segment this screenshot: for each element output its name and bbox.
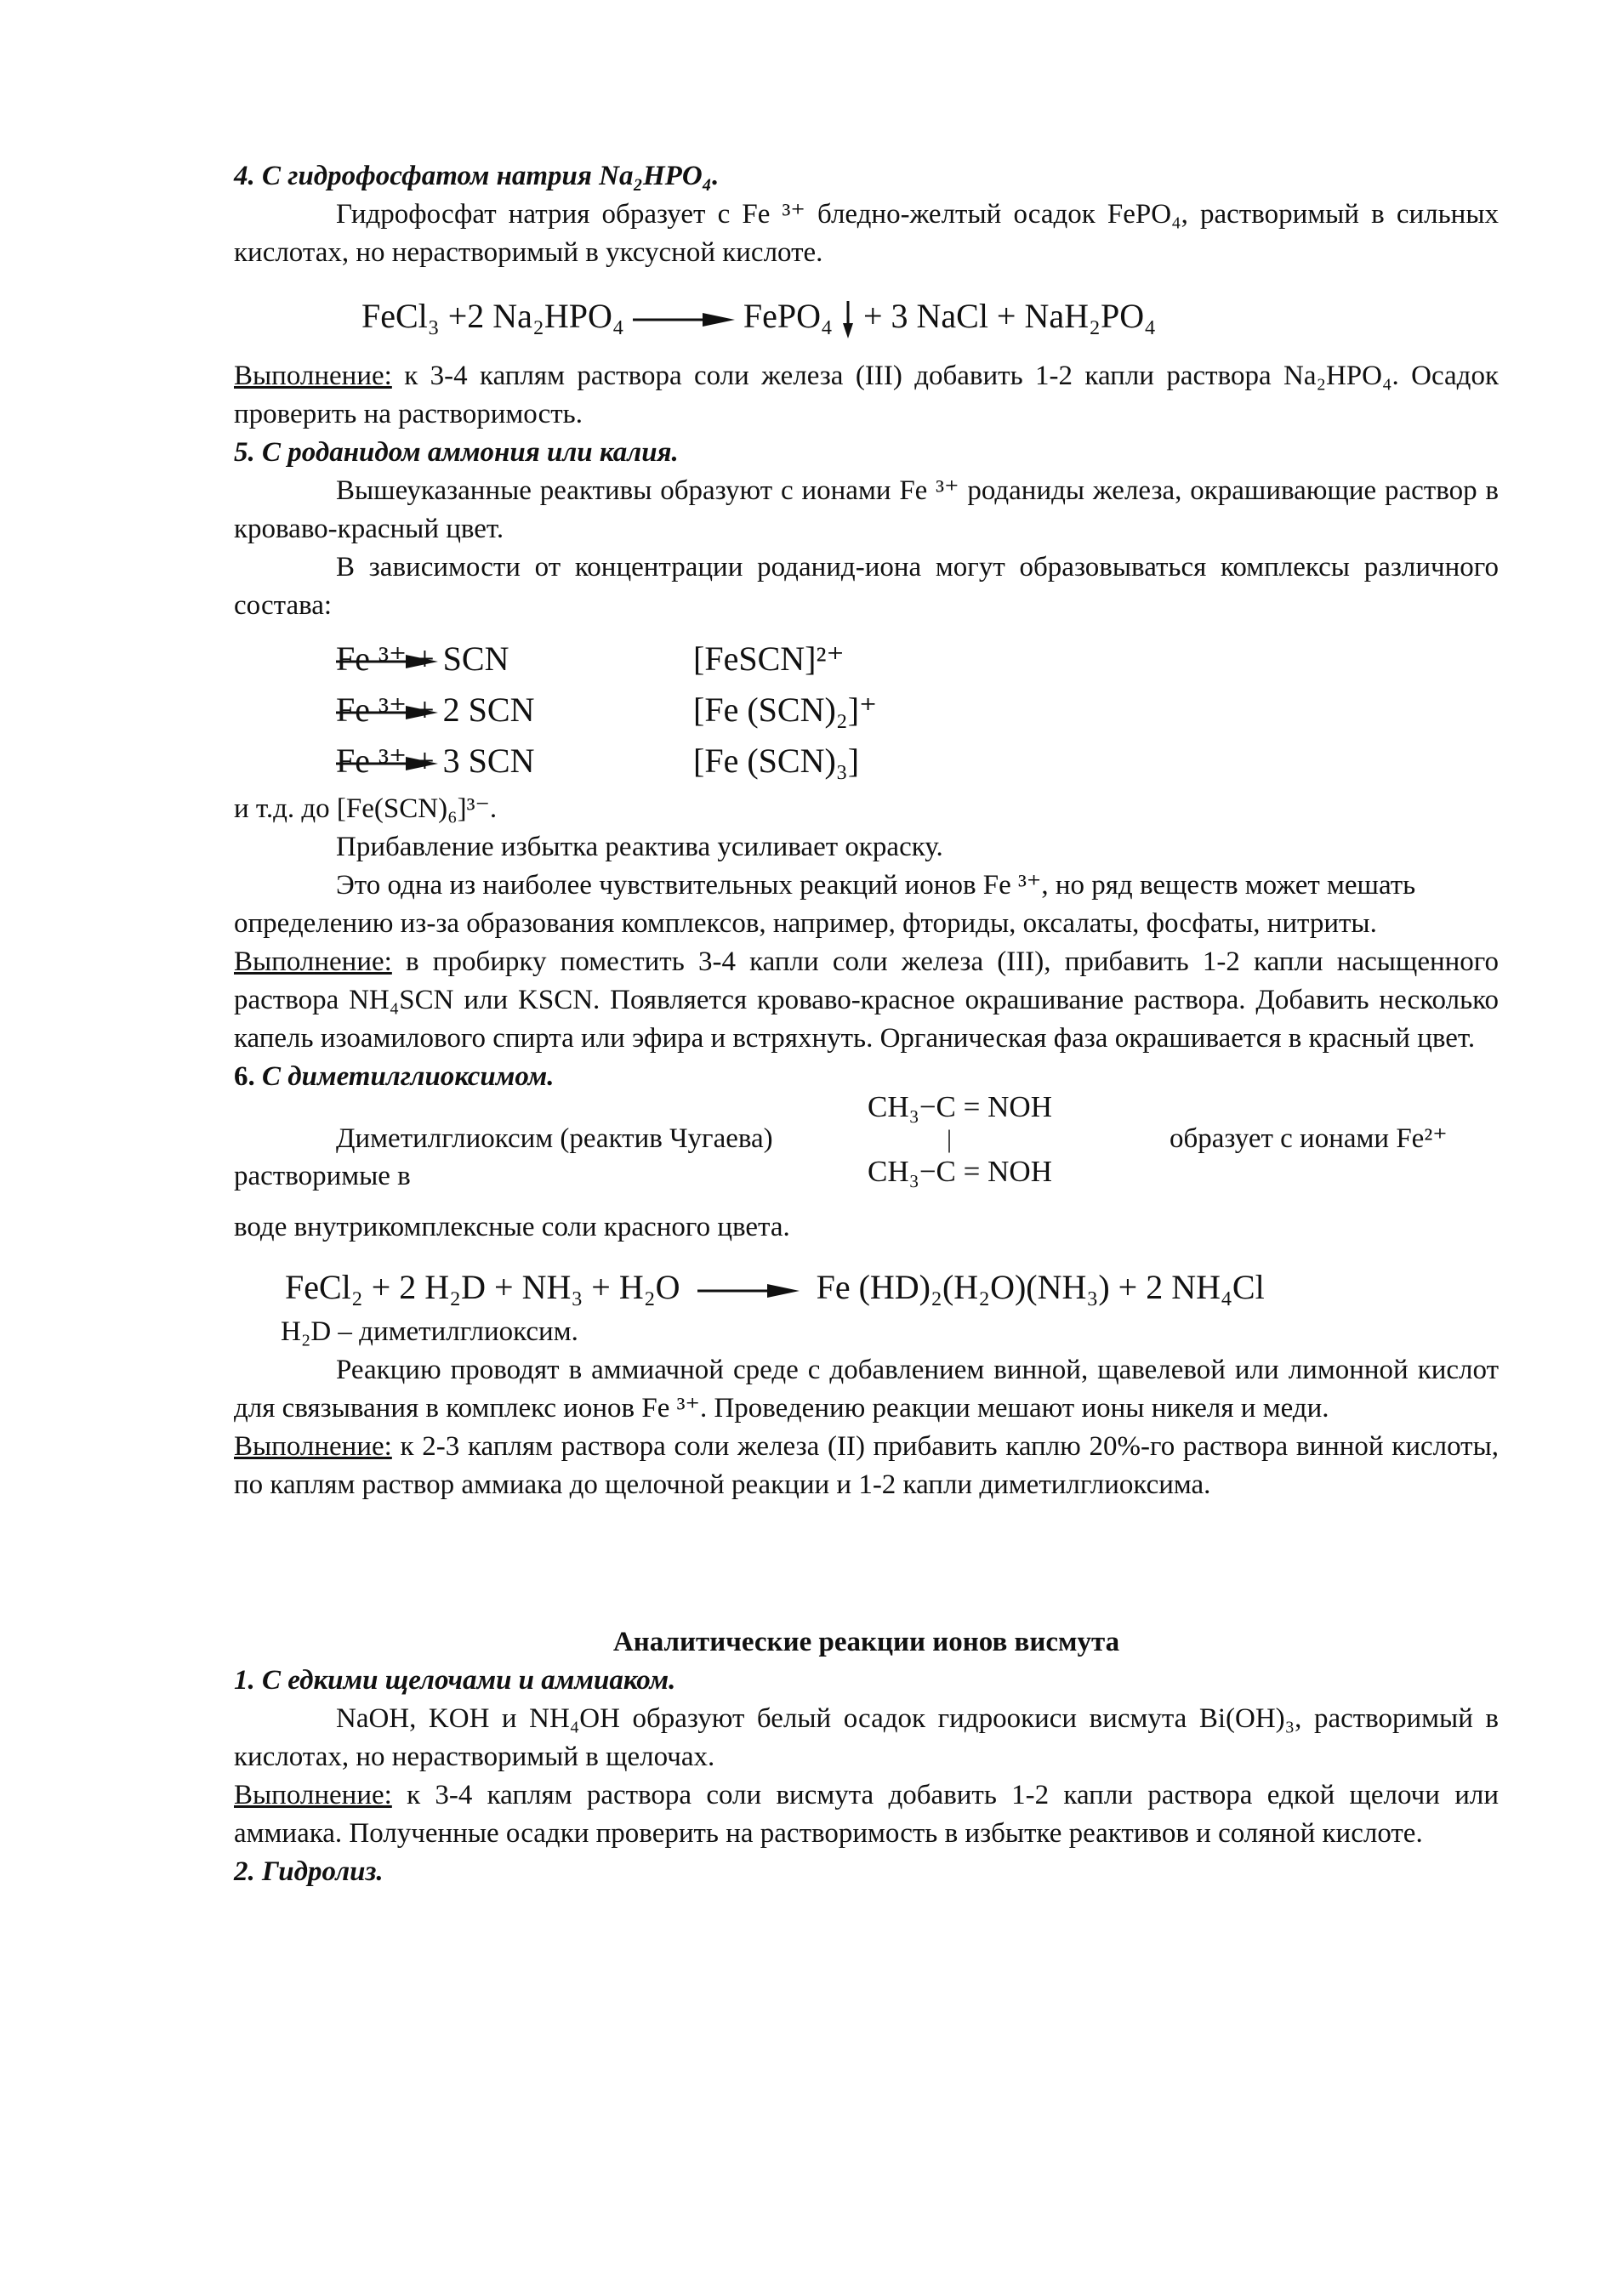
execution-label: Выполнение: <box>234 946 392 977</box>
section-6-equation <box>285 1262 1499 1313</box>
document-page <box>234 157 1499 1891</box>
bismuth-heading-1: 1. С едкими щелочами и аммиаком. <box>234 1665 676 1696</box>
execution-label: Выполнение: <box>234 361 392 391</box>
section-5-paragraph-2: В зависимости от концентрации роданид-иона могут образовываться комплексы различного состава: <box>234 552 1499 621</box>
section-5-paragraph-1: Вышеуказанные реактивы образуют с ионами Fe ³⁺ роданиды железа, окрашивающие раствор в кроваво-красный цвет. <box>234 475 1499 544</box>
heading-number: 6. <box>234 1061 255 1092</box>
section-4-execution <box>234 357 1499 434</box>
section-5-execution <box>234 943 1499 1058</box>
section-4-paragraph: Гидрофосфат натрия образует с Fe ³⁺ бледно-желтый осадок FePO₄, растворимый в сильных кислотах, но нерастворимый в уксусной кислоте. <box>234 199 1499 268</box>
equation-left: Fe ³⁺ + 2 SCN <box>336 691 535 729</box>
bismuth-execution <box>234 1776 1499 1853</box>
reaction-arrow-icon <box>697 1282 800 1299</box>
equation-right: [Fe (SCN)₂]⁺ <box>693 691 878 729</box>
bismuth-title: Аналитические реакции ионов висмута <box>612 1627 1120 1657</box>
section-4-heading: 4. С гидрофосфатом натрия Na₂HPO₄. <box>234 161 720 191</box>
equation-left: FeCl₃ +2 Na₂HPO₄ <box>361 297 624 335</box>
equation-product: FePO₄ <box>743 297 833 335</box>
section-5-paragraph-4: Прибавление избытка реактива усиливает окраску. <box>336 832 943 862</box>
bismuth-heading-2: 2. Гидролиз. <box>234 1856 384 1887</box>
equation-left: Fe ³⁺ + SCN <box>336 639 509 678</box>
section-6-execution <box>234 1428 1499 1504</box>
execution-text: к 2-3 каплям раствора соли железа (II) прибавить каплю 20%-го раствора винной кислоты, по каплям раствор аммиака до щелочной реакции и 1-2 капли диметилглиоксима. <box>234 1431 1499 1500</box>
heading-text: С диметилглиоксимом. <box>254 1061 555 1092</box>
execution-text: к 3-4 каплям раствора соли железа (III) добавить 1-2 капли раствора Na₂HPO₄. Осадок проверить на растворимость. <box>234 361 1499 429</box>
bismuth-paragraph-1: NaOH, KOH и NH₄OH образуют белый осадок гидроокиси висмута Bi(OH)₃, растворимый в кислотах, но нерастворимый в щелочах. <box>234 1703 1499 1772</box>
execution-label: Выполнение: <box>234 1780 392 1810</box>
execution-label: Выполнение: <box>234 1431 392 1462</box>
equation-right: [Fe (SCN)₃] <box>693 742 860 780</box>
dmg-intro: Диметилглиоксим (реактив Чугаева) <box>336 1123 773 1154</box>
section-5-paragraph-3: и т.д. до [Fe(SCN)₆]³⁻. <box>234 793 498 824</box>
equation-right: [FeSCN]²⁺ <box>693 639 845 678</box>
scn-equations <box>336 634 1499 787</box>
dmg-forms-with: образует с ионами Fe²⁺ <box>1170 1123 1448 1154</box>
dmg-soluble: растворимые в <box>234 1161 411 1191</box>
section-5-heading: 5. С роданидом аммония или калия. <box>234 437 679 468</box>
section-5-paragraph-5: Это одна из наиболее чувствительных реакций ионов Fe ³⁺, но ряд веществ может мешать определению из-за образования комплексов, например, фториды, оксалаты, фосфаты, нитриты. <box>234 870 1416 939</box>
scn-equation-1 <box>336 634 1499 685</box>
section-6-paragraph-2: Реакцию проводят в аммиачной среде с добавлением винной, щавелевой или лимонной кислот для связывания в комплекс ионов Fe ³⁺. Проведению реакции мешают ионы никеля и меди. <box>234 1355 1499 1424</box>
section-6-note: H₂D – диметилглиоксим. <box>281 1316 578 1347</box>
dmg-formula-bond: | <box>947 1125 953 1153</box>
equation-right: Fe (HD)₂(H₂O)(NH₃) + 2 NH₄Cl <box>816 1268 1265 1306</box>
equation-tail: + 3 NaCl + NaH₂PO₄ <box>862 297 1157 335</box>
equation-left: FeCl₂ + 2 H₂D + NH₃ + H₂O <box>285 1268 680 1306</box>
execution-text: к 3-4 каплям раствора соли висмута добавить 1-2 капли раствора едкой щелочи или аммиака. Полученные осадки проверить на растворимость в избытке реактивов и соляной кислоте. <box>234 1780 1499 1849</box>
section-6-heading <box>234 1058 1499 1096</box>
section-6-paragraph-1-end: воде внутрикомплексные соли красного цвета. <box>234 1212 790 1242</box>
section-4-equation <box>361 291 1499 342</box>
precipitate-arrow-icon <box>841 301 855 338</box>
dmg-formula-bottom: CH₃−C = NOH <box>868 1155 1052 1188</box>
dmg-formula-top: CH₃−C = NOH <box>868 1090 1052 1123</box>
dimethylglyoxime-block <box>234 1090 1499 1208</box>
execution-text: в пробирку поместить 3-4 капли соли железа (III), прибавить 1-2 капли насыщенного раствора NH₄SCN или KSCN. Появляется кроваво-красное окрашивание раствора. Добавить несколько капель изоамилового спирта или эфира и встряхнуть. Органическая фаза окрашивается в красный цвет. <box>234 946 1499 1054</box>
scn-equation-3 <box>336 736 1499 787</box>
scn-equation-2 <box>336 685 1499 736</box>
equation-left: Fe ³⁺ + 3 SCN <box>336 742 535 780</box>
reaction-arrow-icon <box>633 311 735 328</box>
